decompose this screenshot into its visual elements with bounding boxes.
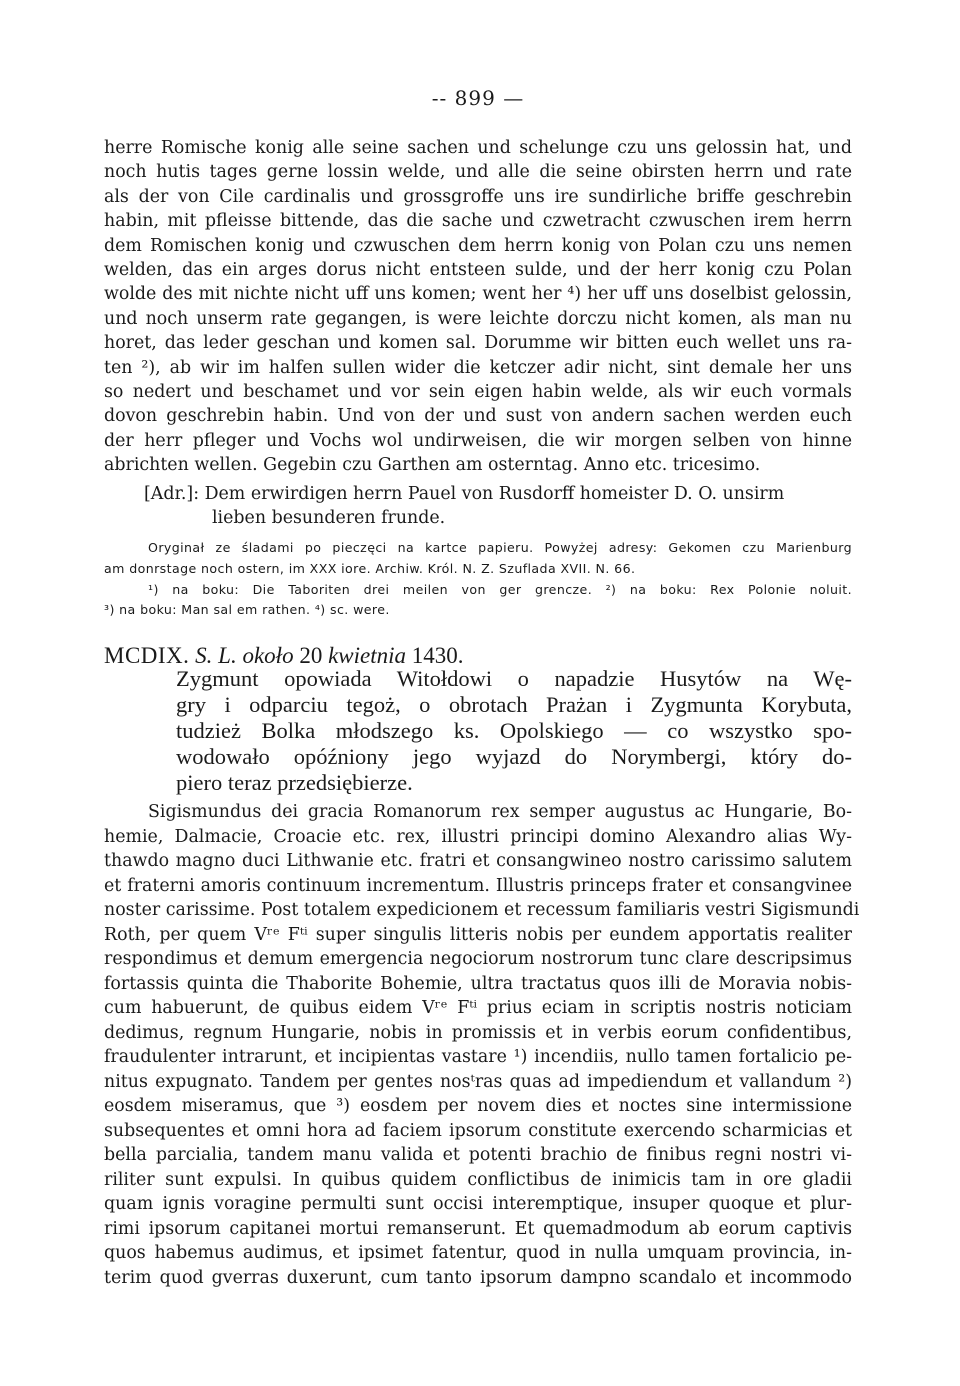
body-line: thawdo magno duci Lithwanie etc. fratri et consangwineo nostro carissimo salutem xyxy=(104,851,852,871)
body-line: hemie, Dalmacie, Croacie etc. rex, illustri principi domino Alexandro alias Wy- xyxy=(104,826,852,847)
text-line: und noch unserm rate gegangen, is were leichte dorczu nicht komen, als man nu xyxy=(104,308,852,329)
summary-line: Zygmunt opowiada Witołdowi o napadzie Husytów na Wę- xyxy=(176,666,852,691)
text-line: der herr pfleger und Vochs wol undirweisen, die wir morgen selben von hinne xyxy=(104,430,852,451)
body-line: bella parcialia, tandem manu valida et potenti brachio de finibus regni nostri vi- xyxy=(104,1145,852,1165)
letter-text xyxy=(104,136,852,478)
address-line: lieben besunderen frunde. xyxy=(212,508,446,529)
summary-line: gry i odparciu tegoż, o obrotach Prażan i Zygmunta Korybuta, xyxy=(176,692,852,717)
document-number: MCDIX. xyxy=(104,643,190,668)
text-line: herre Romische konig alle seine sachen und schelunge czu uns gelossin hat, und xyxy=(104,138,852,158)
body-line: subsequentes et omni hora ad faciem ipsorum constitute exercendo scharmicias et xyxy=(104,1120,852,1141)
text-line: wolde des mit nichte nicht uff uns komen; went her ⁴) her uff uns doselbist gelossin, xyxy=(104,284,852,305)
body-line: cum habuerunt, de quibus eidem Vʳᵉ Fᵗⁱ prius eciam in scriptis nostris noticiam xyxy=(104,998,852,1018)
body-line: noster carissime. Post totalem expedicionem et recessum familiaris vestri Sigismundi xyxy=(104,900,860,920)
address-line: [Adr.]: Dem erwirdigen herrn Pauel von Rusdorff homeister D. O. unsirm xyxy=(144,484,785,504)
text-line: noch hutis tages gerne lossin welde, und alle die seine obirsten herrn und rate xyxy=(104,162,852,183)
document-date-prefix: około xyxy=(242,643,294,668)
text-line: so nedert und beschamet und vor sein eigen habin welde, als wir euch vormals xyxy=(104,382,852,403)
body-line: et fraterni amoris continuum incrementum. Illustris princeps frater et consangvinee xyxy=(104,875,852,896)
body-line: nitus expugnato. Tandem per gentes nosᵗras quas ad impediendum et vallandum ²) xyxy=(104,1071,852,1092)
text-line: welden, das ein arges dorus nicht entsteen sulde, und der herr konig czu Polan xyxy=(104,260,852,281)
body-line: Sigismundus dei gracia Romanorum rex semper augustus ac Hungarie, Bo- xyxy=(148,802,852,822)
page-number: -- 899 — xyxy=(431,86,525,110)
document-summary xyxy=(176,666,852,796)
summary-line: wodowało opóźniony jego wyjazd do Norymbergi, który do- xyxy=(176,744,852,769)
text-line: als der von Cile cardinalis und grossgroffe uns ire sundirliche briffe geschrebin xyxy=(104,186,852,207)
body-line: fraudulenter intrarunt, et incipientas vastare ¹) incendiis, nullo tamen fortalicio pe- xyxy=(104,1047,852,1067)
text-line: habin, mit pfleisse bittende, das die sache und czwetracht czwuschen irem herrn xyxy=(104,211,852,232)
body-line: fortassis quinta die Thaborite Bohemie, ultra tractatus quos illi de Moravia nobis- xyxy=(104,973,852,994)
text-line: horet, das leder geschan und komen sal. Dorumme wir bitten euch wellet uns ra- xyxy=(104,333,852,354)
body-line: rimi ipsorum capitanei mortui remanserunt. Et quemadmodum ab eorum captivis xyxy=(104,1218,852,1239)
body-line: quos habemus audimus, et ipsimet fatentur, quod in nulla umquam provincia, in- xyxy=(104,1243,852,1263)
body-line: quam ignis voragine permulti sunt occisi interemptique, insuper quoque et plur- xyxy=(104,1194,852,1214)
document-place: S. L. xyxy=(195,643,237,668)
footnotes xyxy=(104,538,852,621)
body-line: respondimus et demum emergencia negociorum nostrorum tunc clare descripsimus xyxy=(104,949,852,969)
body-line: Roth, per quem Vʳᵉ Fᵗⁱ super singulis litteris nobis per eundem apportatis realiter xyxy=(104,924,852,945)
footnote-line: ³) na boku: Man sal em rathen. ⁴) sc. were. xyxy=(104,602,390,618)
document-day: 20 xyxy=(299,643,323,668)
footnote-line: Oryginał ze śladami po pieczęci na kartce papieru. Powyżej adresy: Gekomen czu Marienburg xyxy=(148,540,852,555)
summary-line: tudzież Bolka młodszego ks. Opolskiego — co wszystko spo- xyxy=(176,718,852,743)
text-line: dem Romischen konig und czwuschen dem herrn konig von Polan czu uns nemen xyxy=(104,235,852,256)
footnote-line: ¹) na boku: Die Taboriten drei meilen von ger grencze. ²) na boku: Rex Polonie noluit. xyxy=(148,581,852,597)
body-line: eosdem miseramus, que ³) eosdem per novem dies et noctes sine intermissione xyxy=(104,1096,852,1116)
text-line: dovon geschrebin habin. Und von der und sust von andern sachen werden euch xyxy=(104,406,852,427)
document-year: 1430. xyxy=(411,643,464,668)
address-block xyxy=(104,482,852,531)
text-line: ten ²), ab wir im halfen sullen wider die ketczer adir nicht, sint demale her uns xyxy=(104,357,852,378)
document-month: kwietnia xyxy=(328,643,407,668)
document-body xyxy=(104,800,860,1290)
body-line: terim quod gverras duxerunt, cum tanto ipsorum dampno scandalo et incommodo xyxy=(104,1267,852,1288)
text-line: abrichten wellen. Gegebin czu Garthen am osterntag. Anno etc. tricesimo. xyxy=(104,455,761,476)
body-line: riliter sunt expulsi. In quibus quidem conflictibus de inimicis tam in ore gladii xyxy=(104,1169,852,1190)
footnote-line: am donrstage noch ostern, im XXX iore. Archiw. Król. N. Z. Szuflada XVII. N. 66. xyxy=(104,560,636,576)
body-line: dedimus, regnum Hungarie, nobis in promissis et in verbis eorum confidentibus, xyxy=(104,1022,852,1043)
summary-line: piero teraz przedsiębierze. xyxy=(176,770,413,795)
document-heading xyxy=(104,642,852,669)
